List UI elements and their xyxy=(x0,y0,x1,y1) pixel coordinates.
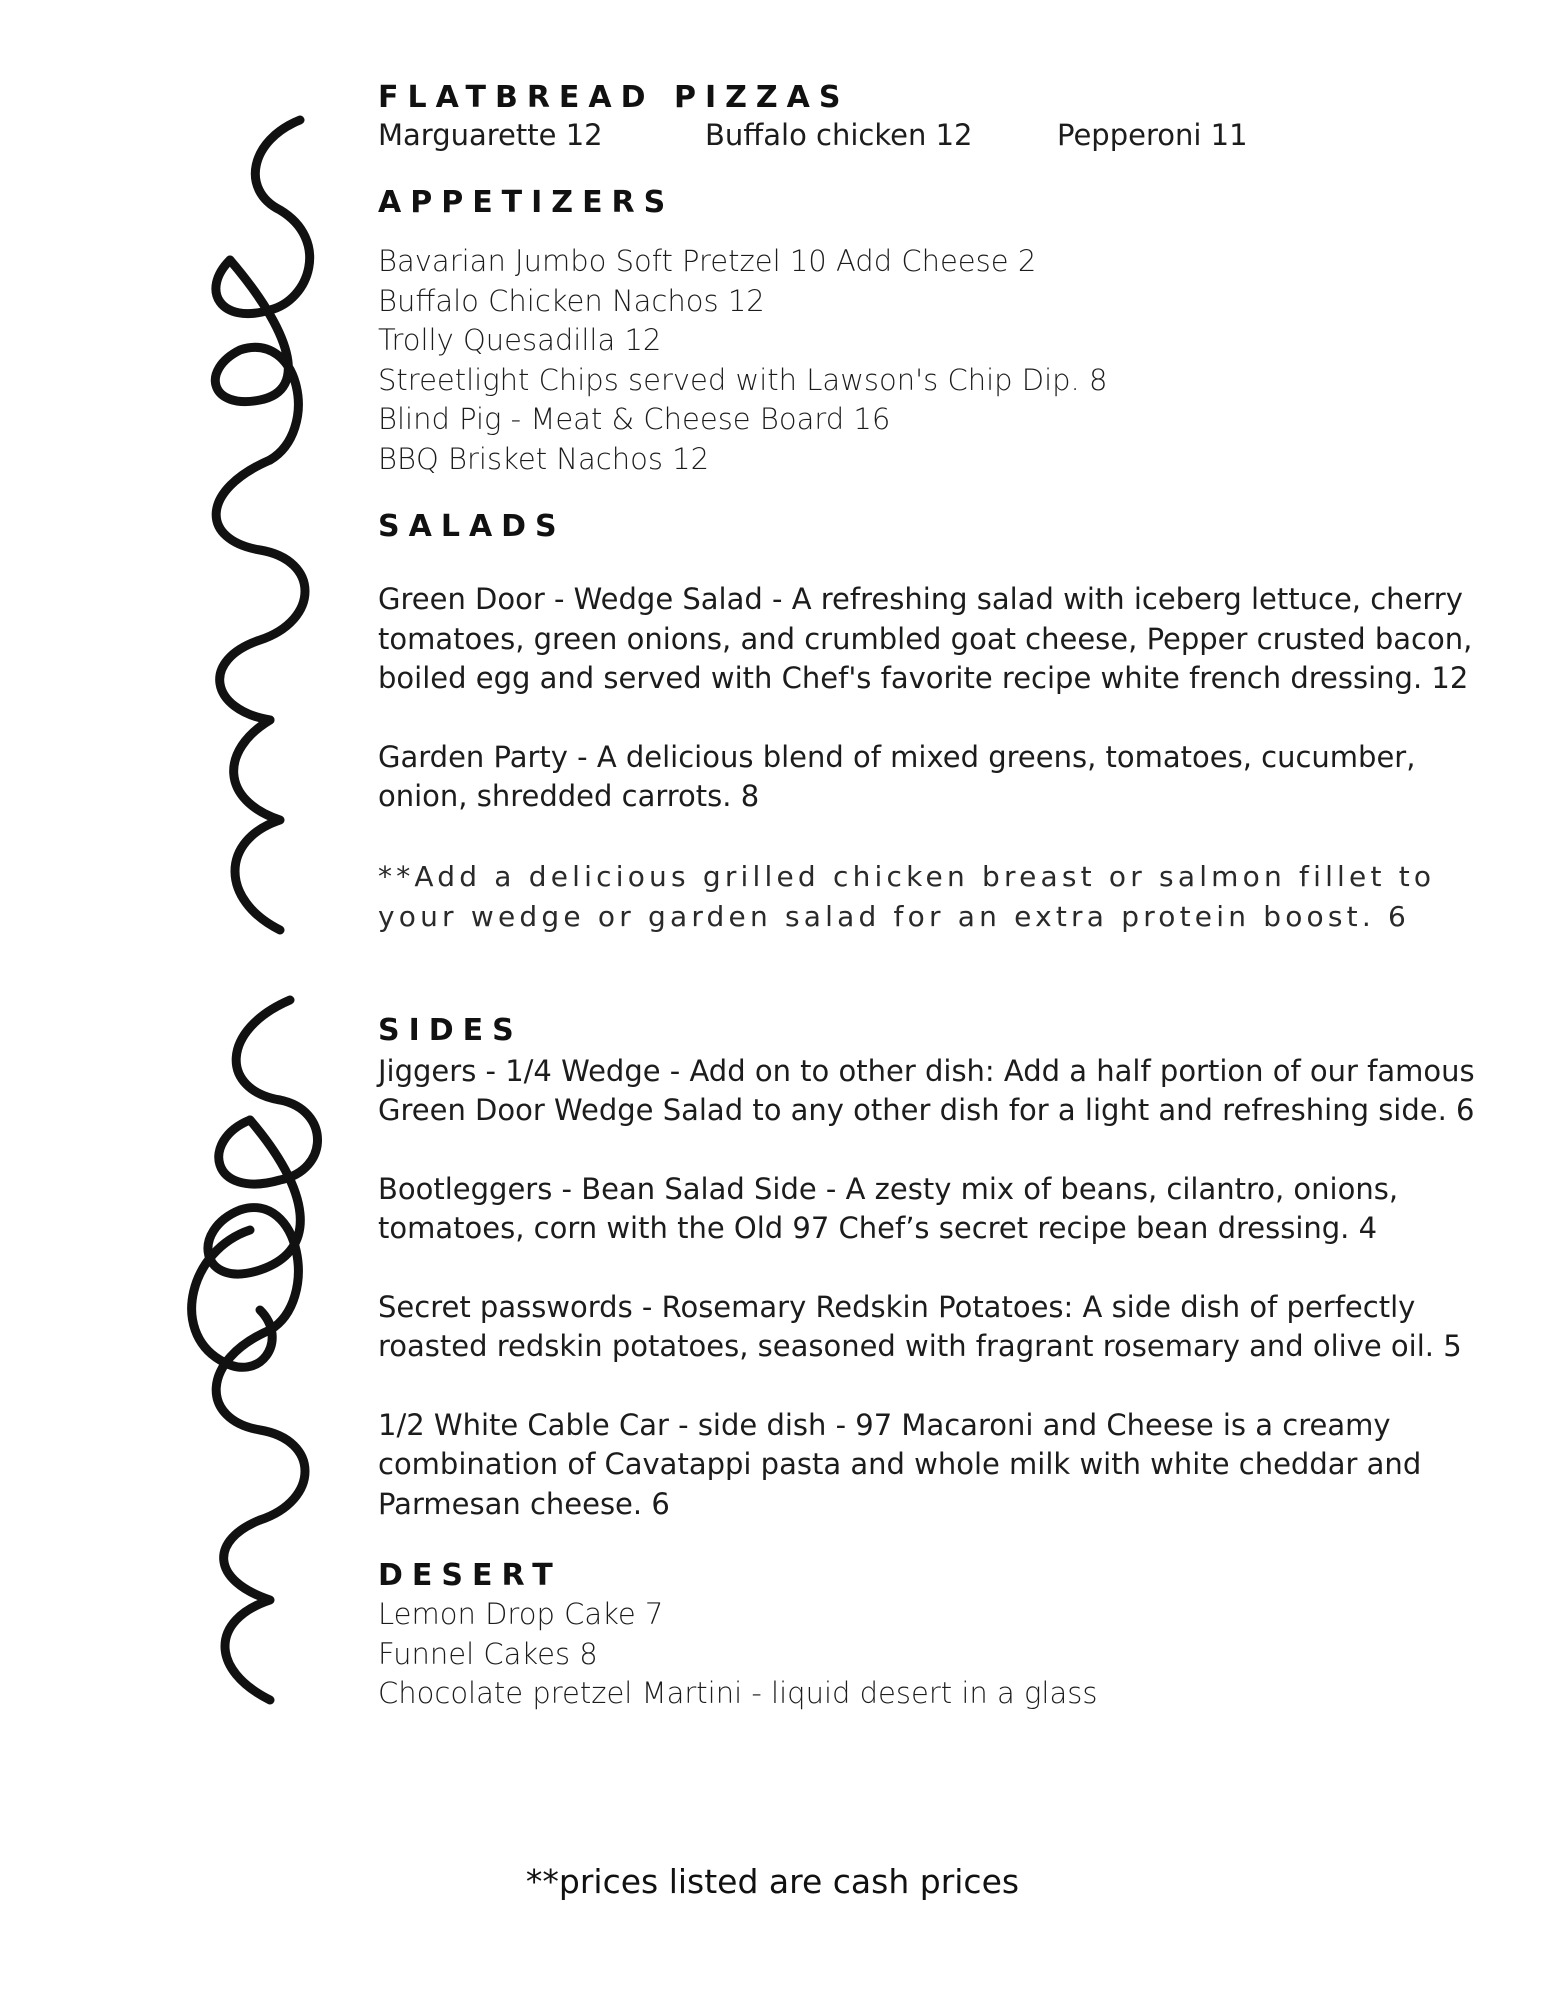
menu-item: Pepperoni 11 xyxy=(1057,118,1248,152)
menu-item: Secret passwords - Rosemary Redskin Potatoes: A side dish of perfectly roasted redskin potatoes, seasoned with fragrant rosemary and olive oil. 5 xyxy=(378,1289,1462,1363)
desert-heading: DESERT xyxy=(378,1558,562,1593)
script-title xyxy=(160,100,340,1720)
menu-item: Marguarette 12 xyxy=(378,118,603,152)
menu-item: Blind Pig - Meat & Cheese Board 16 xyxy=(378,402,891,436)
menu-item: Lemon Drop Cake 7 xyxy=(378,1597,664,1631)
menu-item: Trolly Quesadilla 12 xyxy=(378,323,662,357)
menu-item: Buffalo Chicken Nachos 12 xyxy=(378,283,765,318)
menu-content xyxy=(378,80,1518,1714)
sides-heading: SIDES xyxy=(378,1012,523,1048)
menu-item: Jiggers - 1/4 Wedge - Add on to other dish: Add a half portion of our famous Green Door Wedge Salad to any other dish for a light and refreshing side. 6 xyxy=(378,1053,1475,1127)
menu-item: Green Door - Wedge Salad - A refreshing salad with iceberg lettuce, cherry tomatoes, green onions, and crumbled goat cheese, Pepper crusted bacon, boiled egg and served with Chef's favorite recipe white french dressing. 12 xyxy=(378,582,1473,695)
menu-item: Garden Party - A delicious blend of mixed greens, tomatoes, cucumber, onion, shredded carrots. 8 xyxy=(378,739,1416,813)
cash-price-note: **prices listed are cash prices xyxy=(525,1862,1020,1901)
menu-item: Funnel Cakes 8 xyxy=(378,1636,598,1671)
desert-list xyxy=(378,1595,1518,1714)
menu-item: Bootleggers - Bean Salad Side - A zesty mix of beans, cilantro, onions, tomatoes, corn with the Old 97 Chef’s secret recipe bean dressing. 4 xyxy=(378,1171,1399,1245)
menu-item: Streetlight Chips served with Lawson's Chip Dip. 8 xyxy=(378,362,1108,397)
script-title-drawing xyxy=(160,100,340,1720)
sides-list xyxy=(378,1052,1518,1525)
menu-item: Chocolate pretzel Martini - liquid desert in a glass xyxy=(378,1676,1098,1710)
salads-list xyxy=(378,580,1518,937)
menu-item: BBQ Brisket Nachos 12 xyxy=(378,441,710,476)
menu-item: Buffalo chicken 12 xyxy=(705,118,973,152)
appetizers-heading: APPETIZERS xyxy=(378,185,675,220)
salads-protein-note: **Add a delicious grilled chicken breast or salmon fillet to your wedge or garden salad for an extra protein boost. 6 xyxy=(378,859,1436,933)
salads-heading: SALADS xyxy=(378,509,566,544)
appetizers-list xyxy=(378,242,1518,479)
flatbread-heading: FLATBREAD PIZZAS xyxy=(378,80,850,115)
menu-item: Bavarian Jumbo Soft Pretzel 10 Add Cheese 2 xyxy=(378,244,1037,278)
flatbread-items xyxy=(378,115,1518,155)
menu-item: 1/2 White Cable Car - side dish - 97 Macaroni and Cheese is a creamy combination of Cavatappi pasta and whole milk with white cheddar and Parmesan cheese. 6 xyxy=(378,1407,1422,1521)
